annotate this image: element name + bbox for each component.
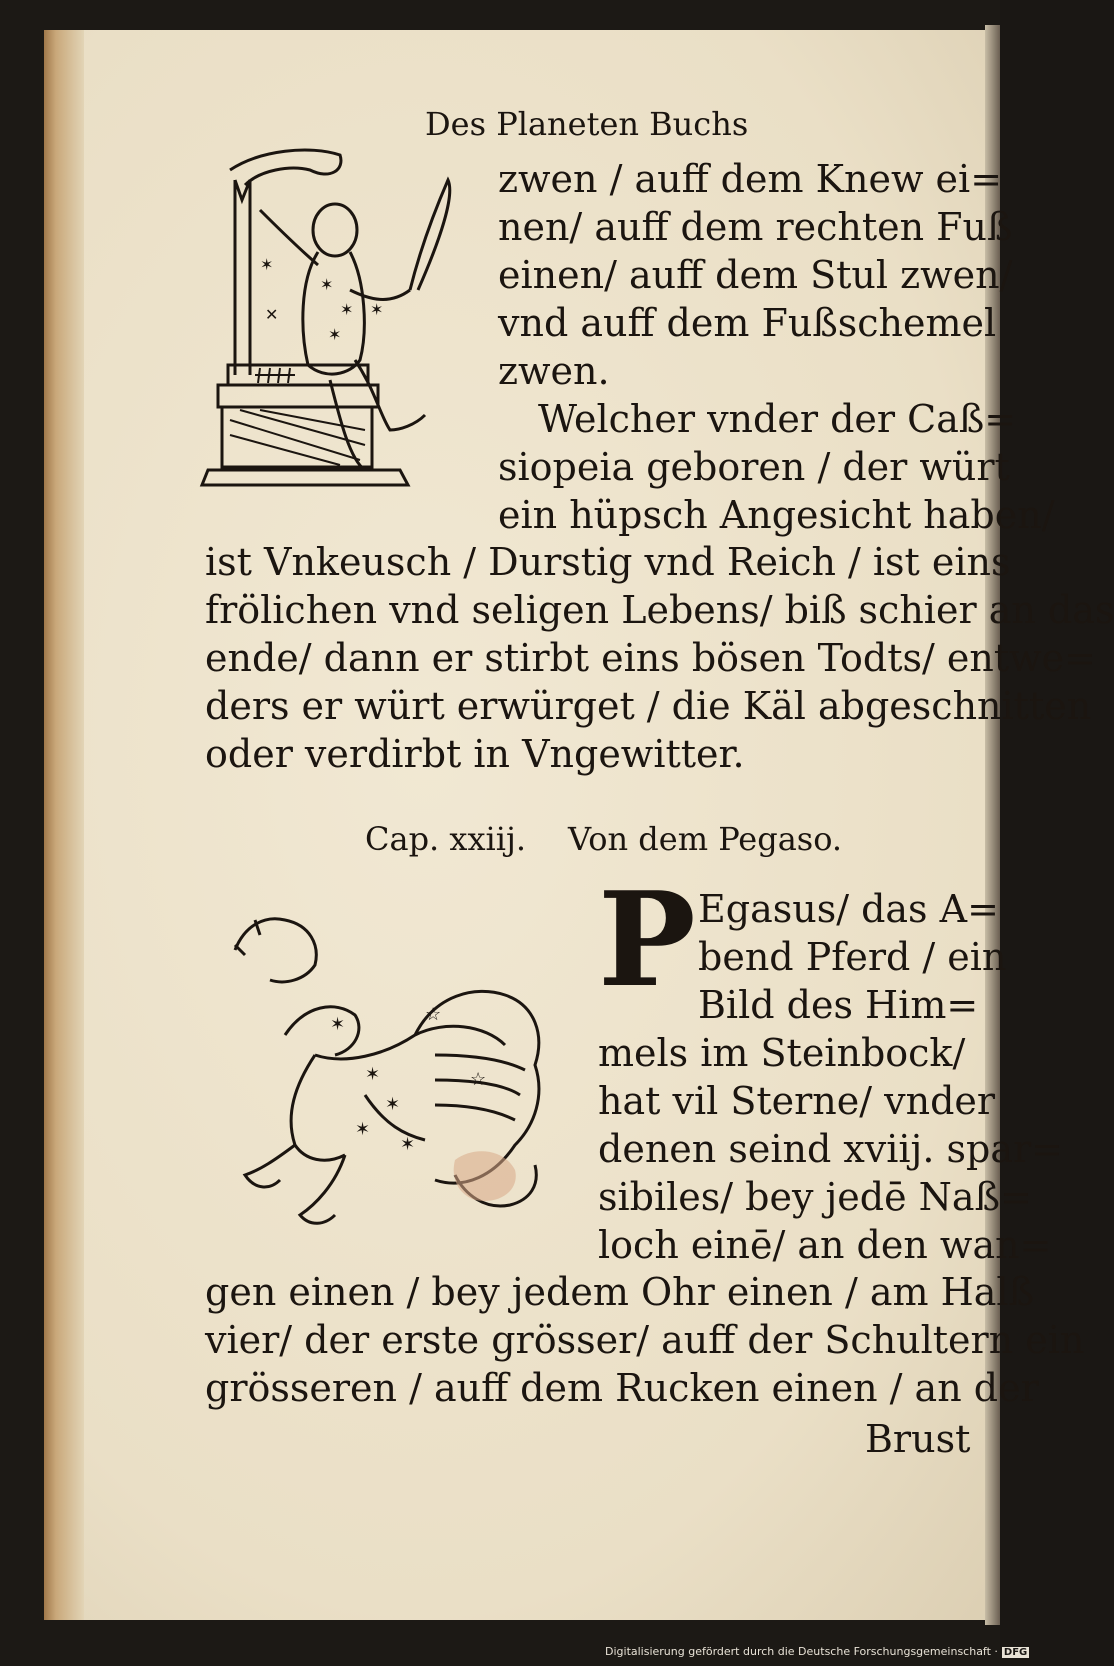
para2-right-block: [498, 395, 1055, 539]
svg-text:✶: ✶: [260, 255, 274, 274]
text-line: ende/ dann er stirbt eins bösen Todts/ entwe=: [205, 636, 1096, 680]
chapter-title: Von dem Pegaso.: [568, 820, 843, 858]
text-line: oder verdirbt in Vngewitter.: [205, 732, 745, 776]
text-line: siopeia geboren / der würt: [498, 445, 1010, 489]
text-line: zwen / auff dem Knew ei=: [498, 157, 1003, 201]
digitization-footer: [605, 1645, 1029, 1658]
text-line: sibiles/ bey jedē Naß=: [598, 1175, 1032, 1219]
text-line: loch einē/ an den wan=: [598, 1223, 1052, 1267]
para3-right-block: [598, 885, 1063, 1269]
svg-text:✕: ✕: [265, 305, 279, 324]
text-line: nen/ auff dem rechten Fuß: [498, 205, 1013, 249]
svg-text:✶: ✶: [330, 1014, 346, 1035]
text-line: vnd auff dem Fußschemel: [498, 301, 997, 345]
text-line: hat vil Sterne/ vnder: [598, 1079, 996, 1123]
svg-text:✶: ✶: [400, 1134, 416, 1155]
svg-text:✶: ✶: [365, 1064, 381, 1085]
text-line: Egasus/ das A=: [698, 887, 999, 931]
drop-capital: P: [598, 863, 696, 1016]
text-line: zwen.: [498, 349, 610, 393]
page-gutter: [44, 30, 84, 1620]
para2-full-block: [205, 538, 1114, 778]
svg-text:✶: ✶: [370, 300, 384, 319]
footer-text: Digitalisierung gefördert durch die Deutsche Forschungsgemeinschaft ·: [605, 1645, 998, 1658]
text-line: einen/ auff dem Stul zwen/: [498, 253, 1013, 297]
para3-full-block: [205, 1268, 1084, 1412]
text-line: ein hüpsch Angesicht haben/: [498, 493, 1055, 537]
svg-text:✶: ✶: [340, 300, 354, 319]
svg-text:✶: ✶: [320, 275, 334, 294]
text-line: frölichen vnd seligen Lebens/ biß schier an das: [205, 588, 1114, 632]
running-header: Des Planeten Buchs: [425, 105, 749, 143]
svg-text:☆: ☆: [470, 1069, 487, 1090]
text-line: mels im Steinbock/: [598, 1031, 966, 1075]
text-line: ist Vnkeusch / Durstig vnd Reich / ist eins: [205, 540, 1011, 584]
cassiopeia-woodcut: [200, 140, 460, 500]
text-line: gen einen / bey jedem Ohr einen / am Halß: [205, 1270, 1034, 1314]
dfg-logo: DFG: [1003, 1647, 1028, 1658]
text-line: Welcher vnder der Caß=: [538, 397, 1017, 441]
pegasus-woodcut: [215, 905, 575, 1235]
text-line: denen seind xviij. spar=: [598, 1127, 1063, 1171]
text-line: grösseren / auff dem Rucken einen / an der: [205, 1366, 1039, 1410]
svg-text:☆: ☆: [425, 1004, 442, 1025]
svg-text:✶: ✶: [328, 325, 342, 344]
svg-text:✶: ✶: [355, 1119, 371, 1140]
text-line: Bild des Him=: [698, 983, 979, 1027]
catchword: Brust: [865, 1417, 971, 1461]
text-line: vier/ der erste grösser/ auff der Schultern ein: [205, 1318, 1085, 1362]
svg-text:✶: ✶: [385, 1094, 401, 1115]
chapter-number: Cap. xxiij.: [365, 820, 527, 858]
chapter-heading: [365, 820, 884, 858]
text-line: bend Pferd / ein: [698, 935, 1007, 979]
para1-right-block: [498, 155, 1012, 395]
text-line: ders er würt erwürget / die Käl abgeschnitten: [205, 684, 1092, 728]
